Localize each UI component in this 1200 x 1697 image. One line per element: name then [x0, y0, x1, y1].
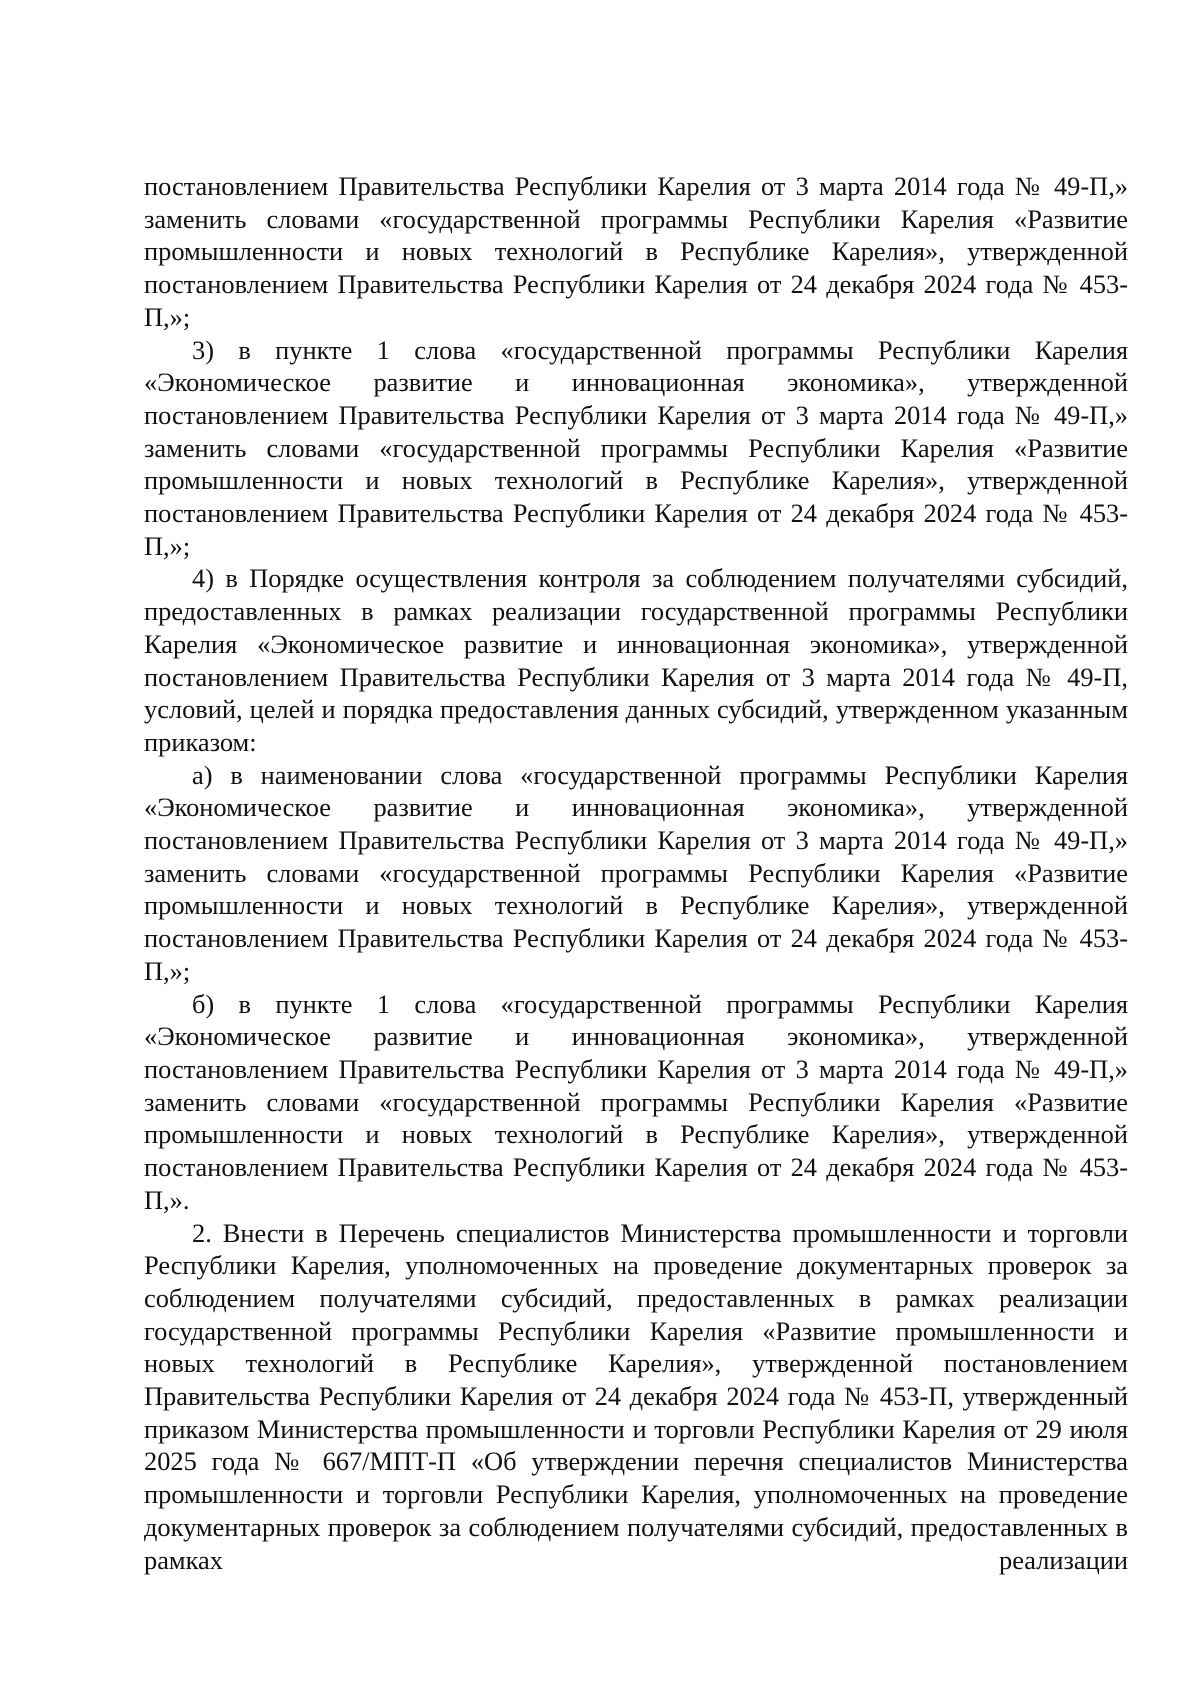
paragraph-item-4: 4) в Порядке осуществления контроля за соблюдением получателями субсидий, предоставленных в рамках реализации государственной программы Республики Карелия «Экономическое развитие и инновационная экономика», утвержденной постановлением Правительства Республики Карелия от 3 марта 2014 года № 49-П, условий, целей и порядка предоставления данных субсидий, утвержденном указанным приказом: [144, 563, 1128, 757]
paragraph-item-2: 2. Внести в Перечень специалистов Министерства промышленности и торговли Республики Карелия, уполномоченных на проведение документарных проверок за соблюдением получателями субсидий, предоставленных в рамках реализации государственной программы Республики Карелия «Развитие промышленности и новых технологий в Республике Карелия», утвержденной постановлением Правительства Республики Карелия от 24 декабря 2024 года № 453-П, утвержденный приказом Министерства промышленности и торговли Республики Карелия от 29 июля 2025 года № 667/МПТ-П «Об утверждении перечня специалистов Министерства промышленности и торговли Республики Карелия, уполномоченных на проведение документарных проверок за соблюдением получателями субсидий, предоставленных в рамках реализации [144, 1217, 1128, 1575]
document-body [144, 170, 1128, 1576]
paragraph-item-3: 3) в пункте 1 слова «государственной программы Республики Карелия «Экономическое развитие и инновационная экономика», утвержденной постановлением Правительства Республики Карелия от 3 марта 2014 года № 49-П,» заменить словами «государственной программы Республики Карелия «Развитие промышленности и новых технологий в Республике Карелия», утвержденной постановлением Правительства Республики Карелия от 24 декабря 2024 года № 453-П,»; [144, 334, 1128, 561]
paragraph-item-a: а) в наименовании слова «государственной программы Республики Карелия «Экономическое развитие и инновационная экономика», утвержденной постановлением Правительства Республики Карелия от 3 марта 2014 года № 49-П,» заменить словами «государственной программы Республики Карелия «Развитие промышленности и новых технологий в Республике Карелия», утвержденной постановлением Правительства Республики Карелия от 24 декабря 2024 года № 453-П,»; [144, 759, 1128, 986]
paragraph-continuation: постановлением Правительства Республики Карелия от 3 марта 2014 года № 49-П,» заменить словами «государственной программы Республики Карелия «Развитие промышленности и новых технологий в Республике Карелия», утвержденной постановлением Правительства Республики Карелия от 24 декабря 2024 года № 453-П,»; [144, 171, 1128, 332]
paragraph-item-b: б) в пункте 1 слова «государственной программы Республики Карелия «Экономическое развитие и инновационная экономика», утвержденной постановлением Правительства Республики Карелия от 3 марта 2014 года № 49-П,» заменить словами «государственной программы Республики Карелия «Развитие промышленности и новых технологий в Республике Карелия», утвержденной постановлением Правительства Республики Карелия от 24 декабря 2024 года № 453-П,». [144, 988, 1128, 1215]
